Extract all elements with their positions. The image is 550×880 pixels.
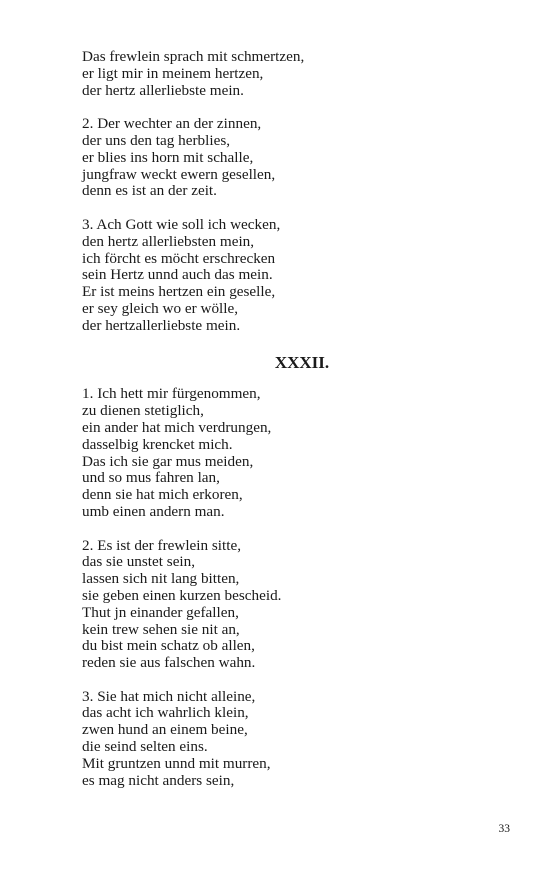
stanza	[82, 217, 482, 335]
verse-line: ein ander hat mich verdrungen,	[82, 418, 272, 436]
verse-line: Das frewlein sprach mit schmertzen,	[82, 48, 305, 65]
verse-line: 1. Ich hett mir fürgenommen,	[82, 385, 261, 403]
verse-line: die seind selten eins.	[82, 738, 208, 756]
stanza	[82, 538, 482, 672]
verse-line: Mit gruntzen unnd mit murren,	[82, 754, 271, 772]
verse-line: dasselbig krencket mich.	[82, 435, 233, 453]
verse-line: der hertzallerliebste mein.	[82, 316, 241, 334]
section-heading: XXXII.	[274, 353, 330, 373]
verse-line: lassen sich nit lang bitten,	[82, 570, 240, 588]
verse-line: sie geben einen kurzen bescheid.	[82, 586, 282, 604]
verse-line: umb einen andern man.	[82, 502, 225, 520]
stanzas-before-heading	[82, 49, 482, 335]
verse-line: das acht ich wahrlich klein,	[82, 704, 249, 722]
verse-line: Er ist meins hertzen ein geselle,	[82, 283, 276, 301]
verse-line: und so mus fahren lan,	[82, 469, 220, 487]
verse-line: zwen hund an einem beine,	[82, 721, 248, 739]
verse-line: der uns den tag herblies,	[82, 131, 231, 149]
verse-line: denn es ist an der zeit.	[82, 182, 217, 200]
verse-line: er sey gleich wo er wölle,	[82, 299, 239, 317]
verse-line: zu dienen stetiglich,	[82, 402, 204, 420]
stanza	[82, 49, 482, 99]
stanza	[82, 116, 482, 200]
verse-line: ich förcht es möcht erschrecken	[82, 249, 276, 267]
verse-line: 3. Sie hat mich nicht alleine,	[82, 687, 256, 705]
verse-line: der hertz allerliebste mein.	[82, 81, 244, 99]
verse-line: du bist mein schatz ob allen,	[82, 637, 255, 655]
verse-line: reden sie aus falschen wahn.	[82, 654, 256, 672]
verse-line: kein trew sehen sie nit an,	[82, 620, 240, 638]
verse-line: denn sie hat mich erkoren,	[82, 486, 243, 504]
verse-line: es mag nicht anders sein,	[82, 771, 235, 789]
poem-text	[82, 49, 482, 806]
verse-line: 3. Ach Gott wie soll ich wecken,	[82, 215, 281, 233]
verse-line: den hertz allerliebsten mein,	[82, 232, 255, 250]
verse-line: Thut jn einander gefallen,	[82, 603, 239, 621]
verse-line: 2. Es ist der frewlein sitte,	[82, 536, 242, 554]
verse-line: 2. Der wechter an der zinnen,	[82, 115, 262, 133]
stanzas-after-heading	[82, 386, 482, 789]
stanza	[82, 689, 482, 790]
stanza	[82, 386, 482, 520]
verse-line: er blies ins horn mit schalle,	[82, 148, 254, 166]
verse-line: sein Hertz unnd auch das mein.	[82, 266, 273, 284]
page-number: 33	[498, 823, 510, 835]
verse-line: jungfraw weckt ewern gesellen,	[82, 165, 276, 183]
verse-line: Das ich sie gar mus meiden,	[82, 452, 254, 470]
verse-line: das sie unstet sein,	[82, 553, 196, 571]
verse-line: er ligt mir in meinem hertzen,	[82, 64, 264, 82]
